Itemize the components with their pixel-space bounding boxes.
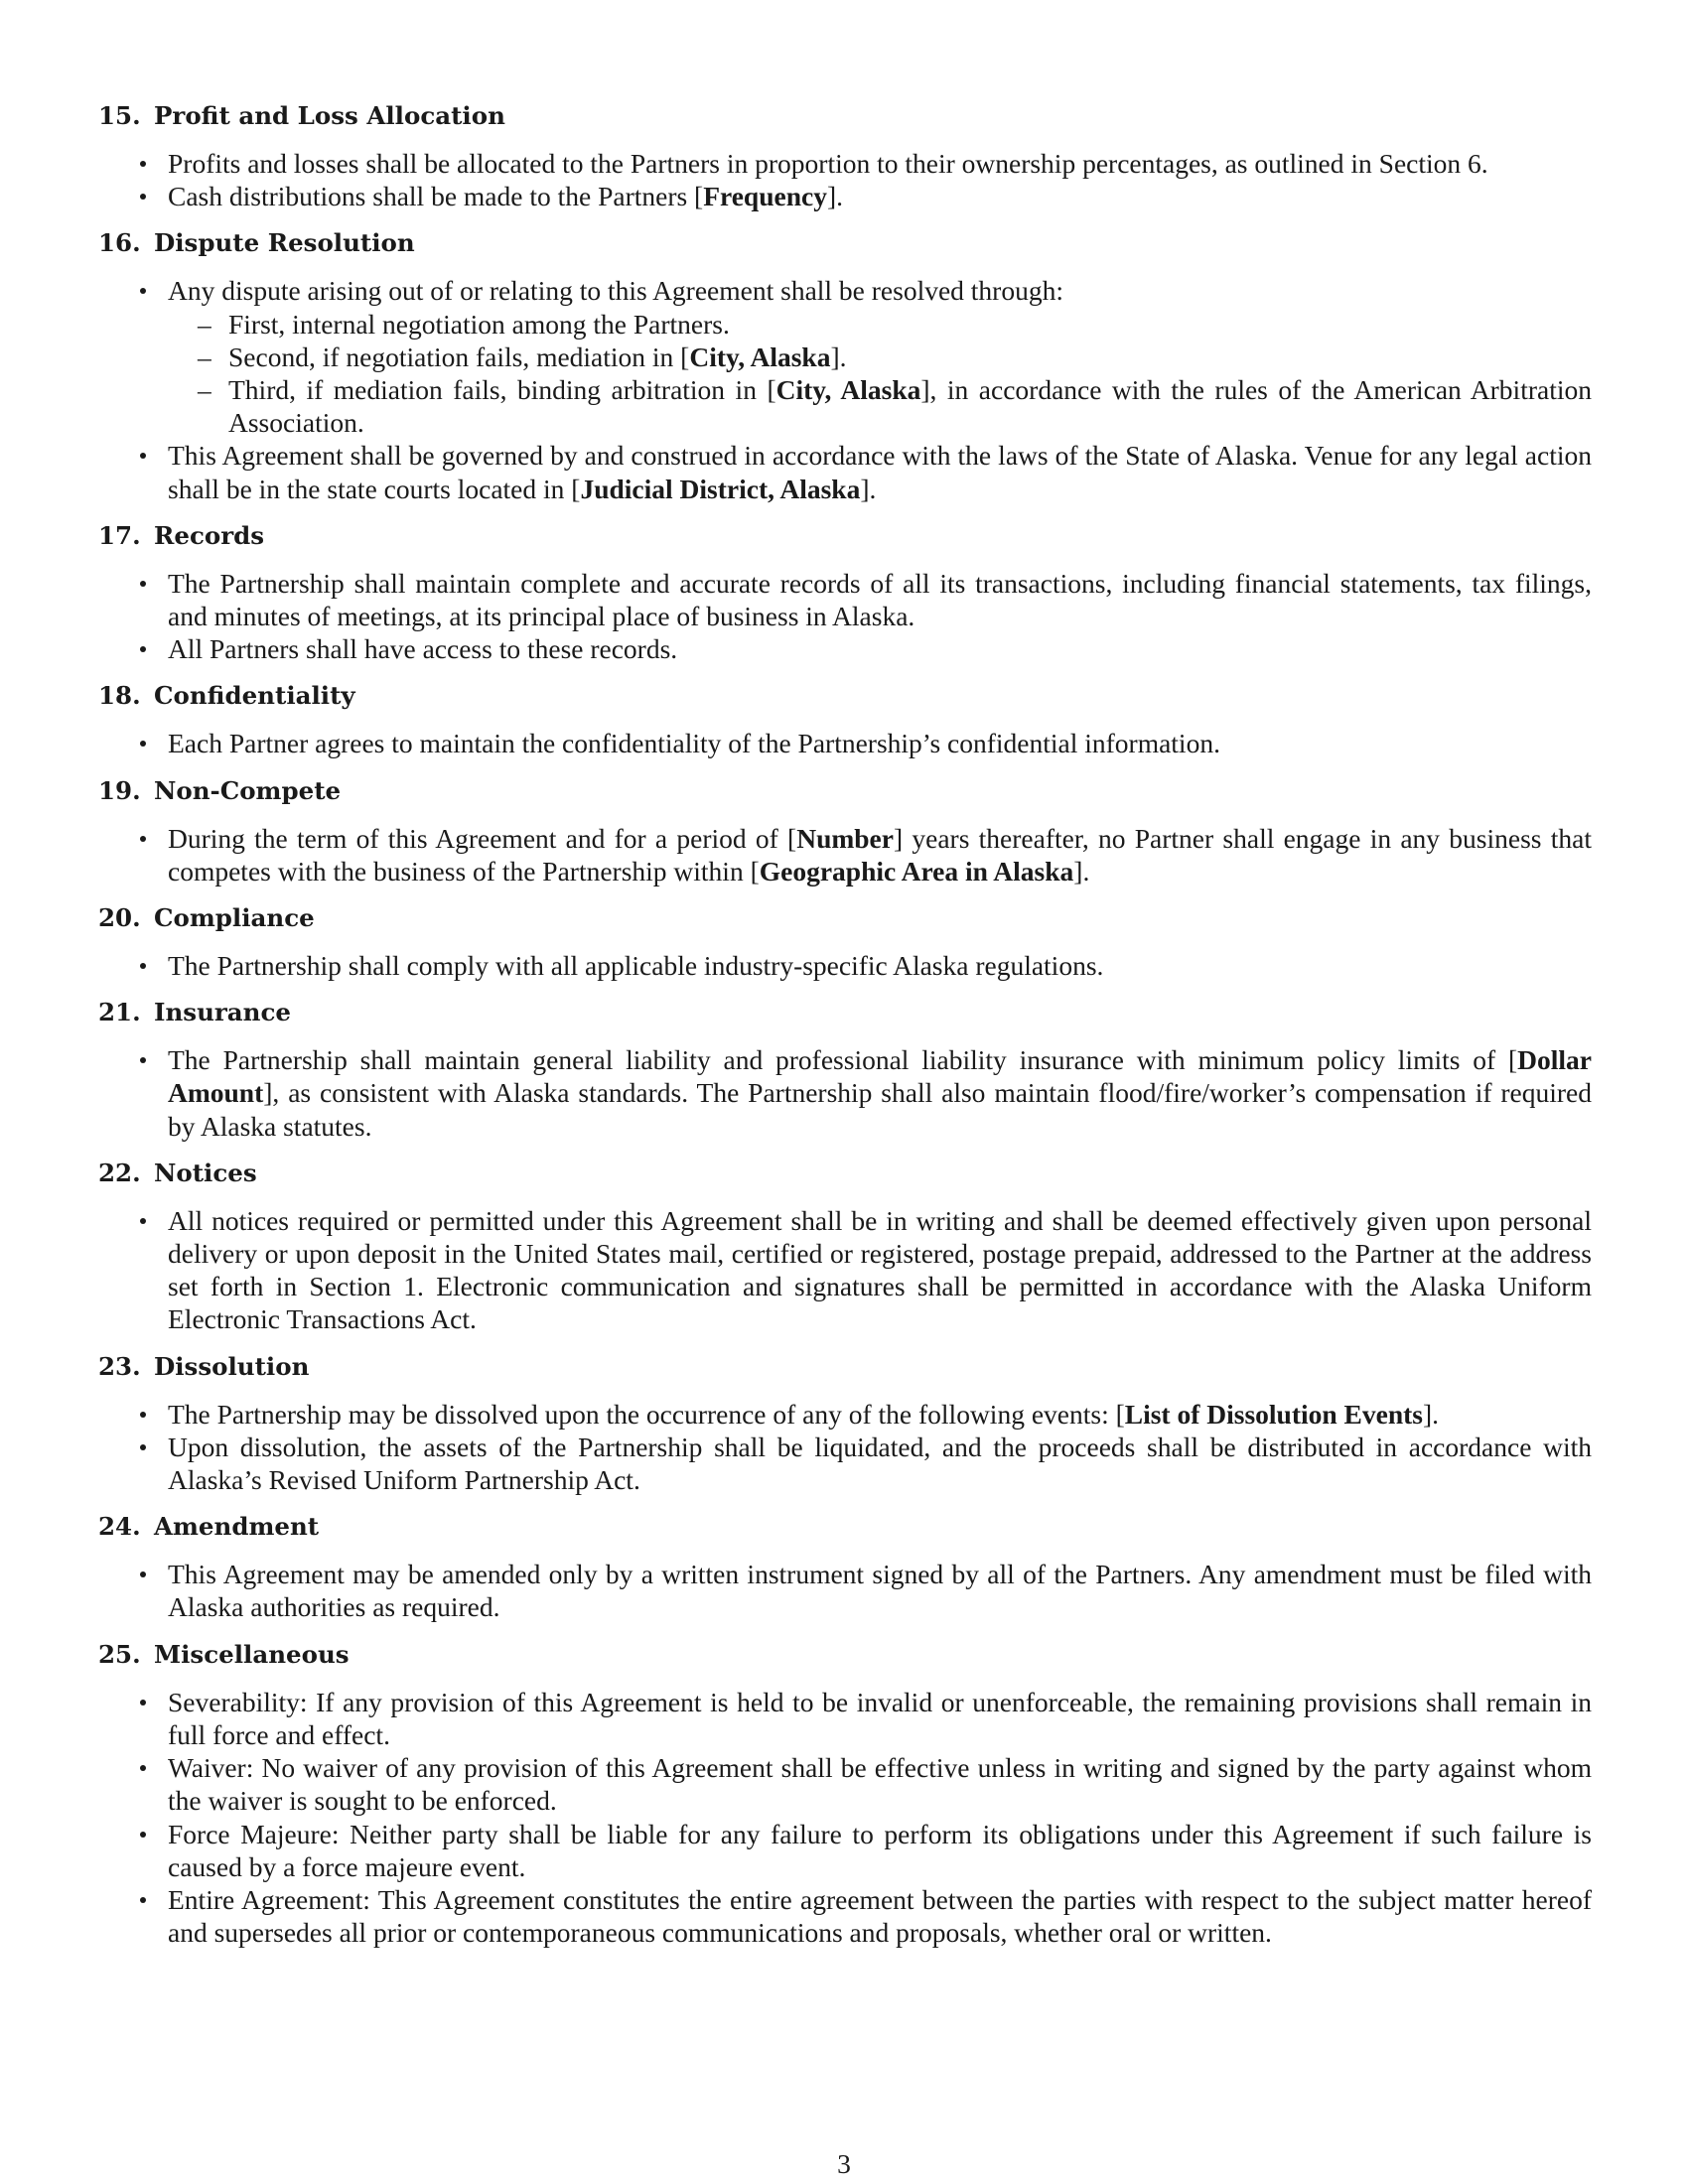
section-number: 21.: [98, 998, 141, 1027]
bullet-list: [98, 949, 1592, 982]
text-run: Cash distributions shall be made to the Partners [: [168, 181, 704, 212]
section-title: Profit and Loss Allocation: [154, 101, 505, 130]
placeholder-field: Geographic Area in Alaska: [759, 855, 1074, 887]
list-item: [98, 632, 1592, 665]
text-run: ], in accordance with the rules of the American Arbitration Association.: [228, 374, 1592, 439]
sub-list: [168, 308, 1592, 440]
text-run: The Partnership shall maintain general liability and professional liability insurance with minimum policy limits of [: [168, 1044, 1518, 1076]
list-item: [98, 567, 1592, 632]
sub-list-item: [168, 308, 1592, 341]
text-run: All notices required or permitted under this Agreement shall be in writing and shall be deemed effectively given upon personal delivery or upon deposit in the United States mail, certified or registered, postage prepaid, addressed to the Partner at the address set forth in Section 1. Electronic communication and signatures shall be permitted in accordance with the Alaska Uniform Electronic Transactions Act.: [168, 1204, 1592, 1335]
text-run: This Agreement shall be governed by and construed in accordance with the laws of the State of Alaska. Venue for any legal action shall be in the state courts located in [: [168, 440, 1592, 504]
text-run: Force Majeure: Neither party shall be liable for any failure to perform its obligations under this Agreement if such failure is caused by a force majeure event.: [168, 1818, 1592, 1882]
list-item: [98, 727, 1592, 759]
bullet-list: [98, 1558, 1592, 1623]
placeholder-field: Frequency: [703, 181, 827, 212]
section-number: 16.: [98, 228, 141, 258]
section-heading: [98, 996, 1592, 1029]
text-run: ].: [826, 181, 844, 212]
section-title: Insurance: [154, 998, 291, 1027]
list-item: [98, 147, 1592, 180]
section: [98, 1638, 1592, 1950]
sub-list-item: [168, 373, 1592, 439]
section-heading: [98, 679, 1592, 713]
section-number: 22.: [98, 1158, 141, 1187]
placeholder-field: List of Dissolution Events: [1124, 1398, 1424, 1430]
section-title: Dissolution: [154, 1351, 310, 1381]
text-run: Severability: If any provision of this Agreement is held to be invalid or unenforceable, the remaining provisions shall remain in full force and effect.: [168, 1686, 1592, 1750]
section: [98, 679, 1592, 759]
section-heading: [98, 1638, 1592, 1672]
bullet-list: [98, 274, 1592, 504]
text-run: First, internal negotiation among the Partners.: [228, 308, 730, 340]
section: [98, 1350, 1592, 1497]
section-number: 19.: [98, 775, 141, 805]
text-run: ], as consistent with Alaska standards. The Partnership shall also maintain flood/fire/worker’s compensation if required by Alaska statutes.: [168, 1077, 1592, 1142]
list-item: [98, 180, 1592, 212]
text-run: ] years thereafter, no Partner shall engage in any business that competes with the business of the Partnership within [: [168, 822, 1592, 887]
bullet-list: [98, 1204, 1592, 1336]
text-run: ].: [1073, 855, 1090, 887]
placeholder-field: Judicial District, Alaska: [580, 473, 861, 504]
section-heading: [98, 519, 1592, 553]
section-title: Miscellaneous: [154, 1639, 350, 1669]
section-number: 24.: [98, 1512, 141, 1542]
section: [98, 1510, 1592, 1623]
section-heading: [98, 99, 1592, 133]
section-heading: [98, 901, 1592, 935]
text-run: Second, if negotiation fails, mediation in [: [228, 341, 690, 372]
text-run: All Partners shall have access to these records.: [168, 633, 678, 665]
text-run: Third, if mediation fails, binding arbitration in [: [228, 374, 776, 406]
page-number: 3: [837, 2148, 851, 2179]
list-item: [98, 1204, 1592, 1336]
list-item: [98, 1818, 1592, 1883]
placeholder-field: City, Alaska: [775, 374, 921, 406]
text-run: Each Partner agrees to maintain the confidentiality of the Partnership’s confidential information.: [168, 728, 1220, 759]
section-title: Amendment: [154, 1512, 320, 1542]
sub-list-item: [168, 341, 1592, 373]
text-run: Profits and losses shall be allocated to the Partners in proportion to their ownership percentages, as outlined in Section 6.: [168, 148, 1488, 179]
section-number: 18.: [98, 681, 141, 711]
bullet-list: [98, 1043, 1592, 1143]
section-title: Notices: [154, 1158, 257, 1187]
text-run: Waiver: No waiver of any provision of this Agreement shall be effective unless in writing and signed by the party against whom the waiver is sought to be enforced.: [168, 1752, 1592, 1817]
section-number: 25.: [98, 1639, 141, 1669]
section-number: 20.: [98, 903, 141, 933]
section: [98, 996, 1592, 1143]
section-title: Records: [154, 520, 265, 550]
text-run: ].: [860, 473, 877, 504]
section-heading: [98, 1350, 1592, 1384]
section-heading: [98, 774, 1592, 808]
list-item: [98, 1686, 1592, 1751]
section: [98, 774, 1592, 887]
section-title: Confidentiality: [154, 681, 355, 711]
list-item: [98, 274, 1592, 439]
text-run: The Partnership may be dissolved upon the occurrence of any of the following events: [: [168, 1398, 1125, 1430]
section-number: 23.: [98, 1351, 141, 1381]
text-run: Entire Agreement: This Agreement constitutes the entire agreement between the parties with respect to the subject matter hereof and supersedes all prior or contemporaneous communications and proposals, whether oral or written.: [168, 1883, 1592, 1949]
placeholder-field: Number: [796, 822, 894, 854]
text-run: This Agreement may be amended only by a written instrument signed by all of the Partners. Any amendment must be filed with Alaska authorities as required.: [168, 1559, 1592, 1623]
section-title: Dispute Resolution: [154, 228, 415, 258]
section-title: Compliance: [154, 903, 315, 933]
list-item: [98, 439, 1592, 504]
section: [98, 901, 1592, 982]
section-heading: [98, 1157, 1592, 1190]
bullet-list: [98, 727, 1592, 759]
list-item: [98, 1398, 1592, 1431]
section: [98, 99, 1592, 212]
section-number: 17.: [98, 520, 141, 550]
bullet-list: [98, 567, 1592, 666]
list-item: [98, 949, 1592, 982]
section-heading: [98, 226, 1592, 260]
section: [98, 1157, 1592, 1336]
section: [98, 519, 1592, 666]
bullet-list: [98, 1398, 1592, 1497]
section: [98, 226, 1592, 504]
text-run: The Partnership shall comply with all applicable industry-specific Alaska regulations.: [168, 950, 1104, 982]
text-run: During the term of this Agreement and for a period of [: [168, 822, 797, 854]
text-run: Upon dissolution, the assets of the Partnership shall be liquidated, and the proceeds shall be distributed in accordance with Alaska’s Revised Uniform Partnership Act.: [168, 1431, 1592, 1496]
section-heading: [98, 1510, 1592, 1544]
list-item: [98, 1751, 1592, 1817]
placeholder-field: Dollar Amount: [168, 1044, 1592, 1109]
section-number: 15.: [98, 101, 141, 130]
section-title: Non-Compete: [154, 775, 342, 805]
text-run: ].: [1423, 1398, 1440, 1430]
list-item: [98, 1431, 1592, 1496]
list-item: [98, 1883, 1592, 1949]
text-run: The Partnership shall maintain complete and accurate records of all its transactions, including financial statements, tax filings, and minutes of meetings, at its principal place of business in Alaska.: [168, 567, 1592, 632]
text-run: Any dispute arising out of or relating to this Agreement shall be resolved through:: [168, 275, 1063, 307]
list-item: [98, 822, 1592, 887]
placeholder-field: City, Alaska: [689, 341, 831, 372]
text-run: ].: [830, 341, 847, 372]
document-body: [98, 99, 1592, 1963]
bullet-list: [98, 1686, 1592, 1950]
bullet-list: [98, 147, 1592, 212]
bullet-list: [98, 822, 1592, 887]
list-item: [98, 1558, 1592, 1623]
list-item: [98, 1043, 1592, 1143]
